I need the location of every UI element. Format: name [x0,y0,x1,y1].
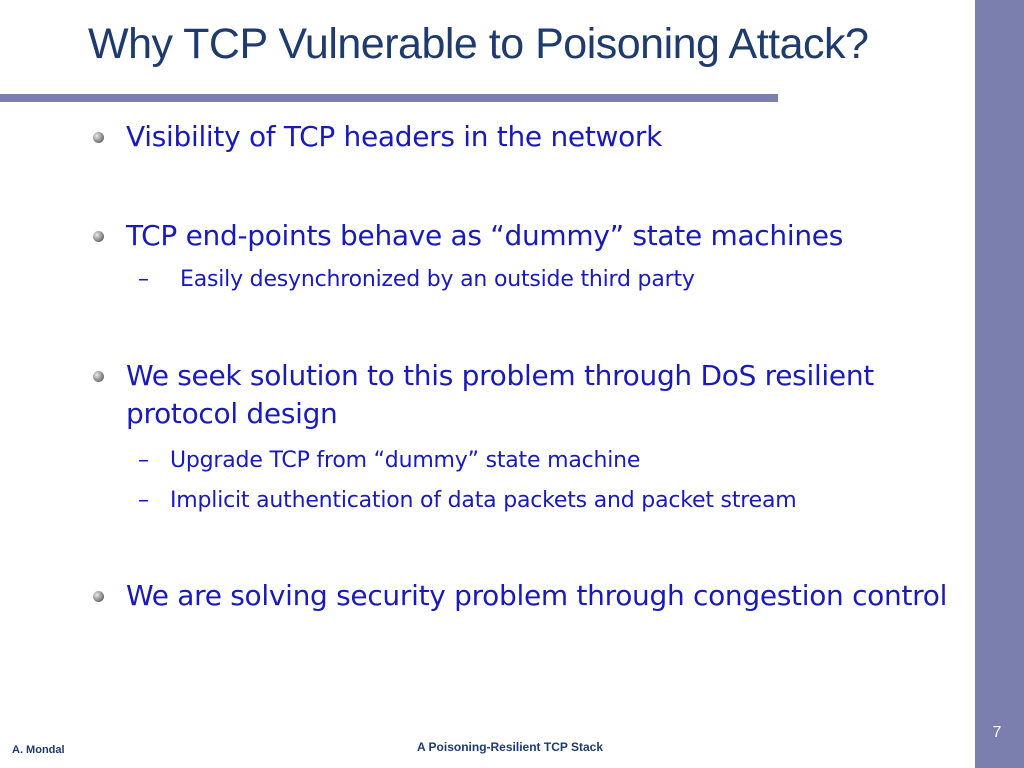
side-accent-bar [975,0,1024,768]
footer-author: A. Mondal [12,744,65,756]
sub-bullet-text: Implicit authentication of data packets and packet stream [170,488,797,513]
bullet-text: TCP end-points behave as “dummy” state machines [126,219,843,252]
bullet-item [126,118,966,156]
sub-bullet-text: Easily desynchronized by an outside third party [180,267,695,292]
bullet-text: We are solving security problem through congestion control [126,579,948,612]
sub-bullet-dash: – [138,448,149,473]
bullet-item [126,217,966,255]
bullet-text: We seek solution to this problem through DoS resilient protocol design [126,359,874,430]
sub-bullet-dash: – [138,488,149,513]
sub-bullet-text: Upgrade TCP from “dummy” state machine [170,448,641,473]
bullet-item [126,357,966,433]
page-number: 7 [992,724,1002,741]
bullet-item [126,577,966,615]
slide-title: Why TCP Vulnerable to Poisoning Attack? [88,20,869,68]
bullet-dot-icon [93,591,104,602]
sub-bullet-dash: – [138,267,149,292]
bullet-dot-icon [93,231,104,242]
bullet-dot-icon [93,132,104,143]
bullet-dot-icon [93,371,104,382]
footer-presentation-title: A Poisoning-Resilient TCP Stack [416,740,604,754]
bullet-text: Visibility of TCP headers in the network [126,120,663,153]
